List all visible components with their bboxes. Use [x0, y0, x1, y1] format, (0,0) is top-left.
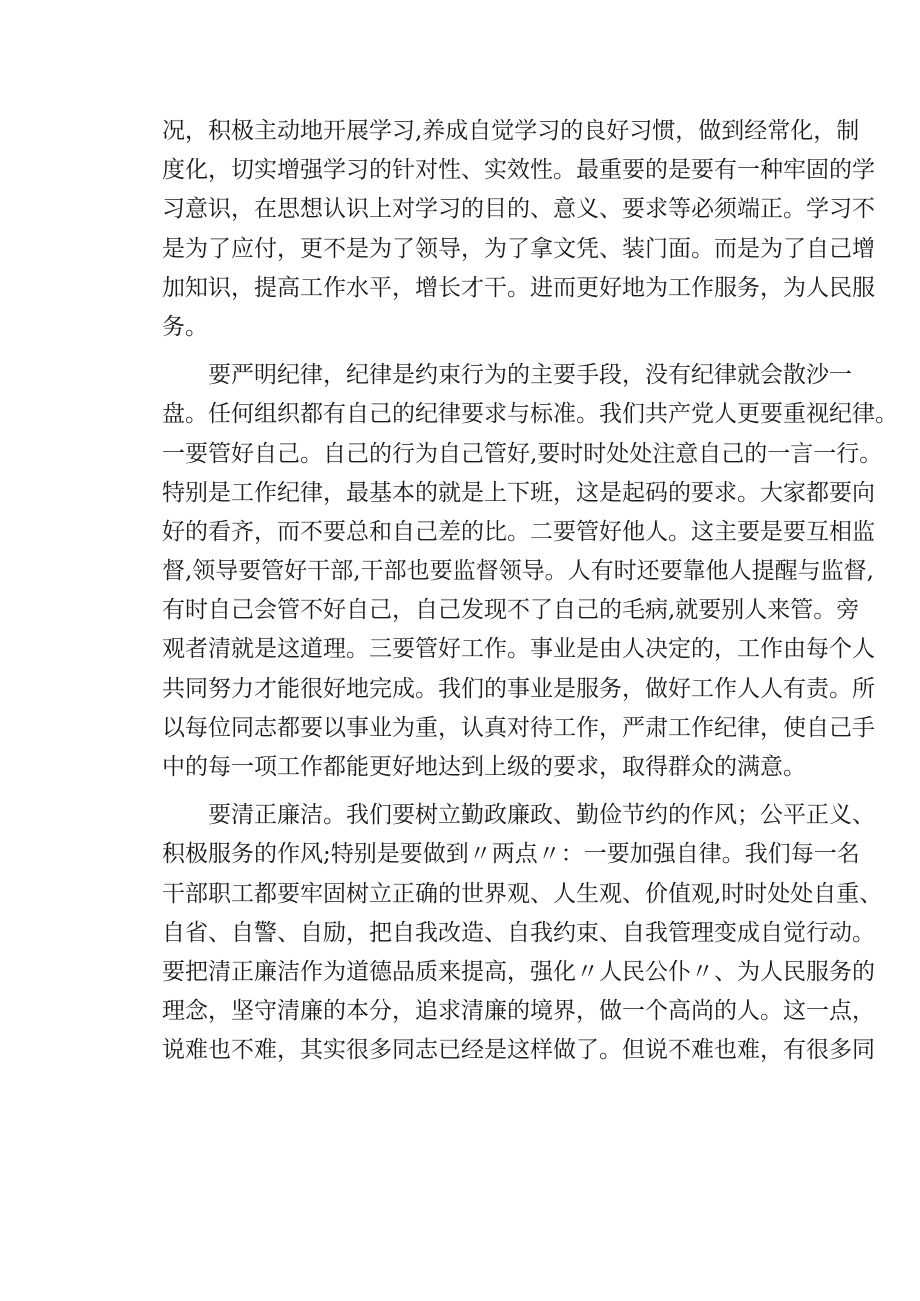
text-line: 要清正廉洁。我们要树立勤政廉政、勤俭节约的作风；公平正义、	[162, 802, 875, 829]
text-line: 要严明纪律，纪律是约束行为的主要手段，没有纪律就会散沙一	[162, 362, 852, 389]
text-line: 观者清就是这道理。三要管好工作。事业是由人决定的，工作由每个人	[162, 636, 875, 663]
paragraph-discipline	[162, 356, 898, 787]
text-line: 督,领导要管好干部,干部也要监督领导。人有时还要靠他人提醒与监督,	[162, 558, 874, 585]
document-body	[162, 112, 898, 1071]
text-line: 干部职工都要牢固树立正确的世界观、人生观、价值观,时时处处自重、	[162, 880, 883, 907]
text-line: 加知识，提高工作水平，增长才干。进而更好地为工作服务，为人民服	[162, 274, 875, 301]
text-line: 特别是工作纪律，最基本的就是上下班，这是起码的要求。大家都要向	[162, 479, 875, 506]
text-line: 积极服务的作风;特别是要做到〃两点〃：一要加强自律。我们每一名	[162, 841, 860, 868]
text-line: 共同努力才能很好地完成。我们的事业是服务，做好工作人人有责。所	[162, 675, 875, 702]
text-line: 务。	[162, 313, 208, 340]
text-line: 有时自己会管不好自己，自己发现不了自己的毛病,就要别人来管。旁	[162, 597, 860, 624]
paragraph-spacer	[162, 347, 802, 356]
text-line: 好的看齐，而不要总和自己差的比。二要管好他人。这主要是要互相监	[162, 518, 875, 545]
text-line: 以每位同志都要以事业为重，认真对待工作，严肃工作纪律，使自己手	[162, 714, 875, 741]
paragraph-study	[162, 112, 875, 347]
text-line: 理念，坚守清廉的本分，追求清廉的境界，做一个高尚的人。这一点，	[162, 998, 875, 1025]
text-line: 自省、自警、自励，把自我改造、自我约束、自我管理变成自觉行动。	[162, 919, 875, 946]
text-line: 一要管好自己。自己的行为自己管好,要时时处处注意自己的一言一行。	[162, 440, 883, 467]
text-line: 习意识，在思想认识上对学习的目的、意义、要求等必须端正。学习不	[162, 196, 875, 223]
paragraph-integrity	[162, 796, 883, 1070]
text-line: 说难也不难，其实很多同志已经是这样做了。但说不难也难，有很多同	[162, 1037, 875, 1064]
text-line: 要把清正廉洁作为道德品质来提高，强化〃人民公仆〃、为人民服务的	[162, 958, 875, 985]
text-line: 中的每一项工作都能更好地达到上级的要求，取得群众的满意。	[162, 754, 806, 780]
text-line: 况，积极主动地开展学习,养成自觉学习的良好习惯，做到经常化，制	[162, 118, 860, 144]
text-line: 度化，切实增强学习的针对性、实效性。最重要的是要有一种牢固的学	[162, 157, 875, 184]
text-line: 盘。任何组织都有自己的纪律要求与标准。我们共产党人更要重视纪律。	[162, 401, 898, 428]
text-line: 是为了应付，更不是为了领导，为了拿文凭、装门面。而是为了自己增	[162, 235, 875, 262]
paragraph-spacer	[162, 787, 802, 796]
